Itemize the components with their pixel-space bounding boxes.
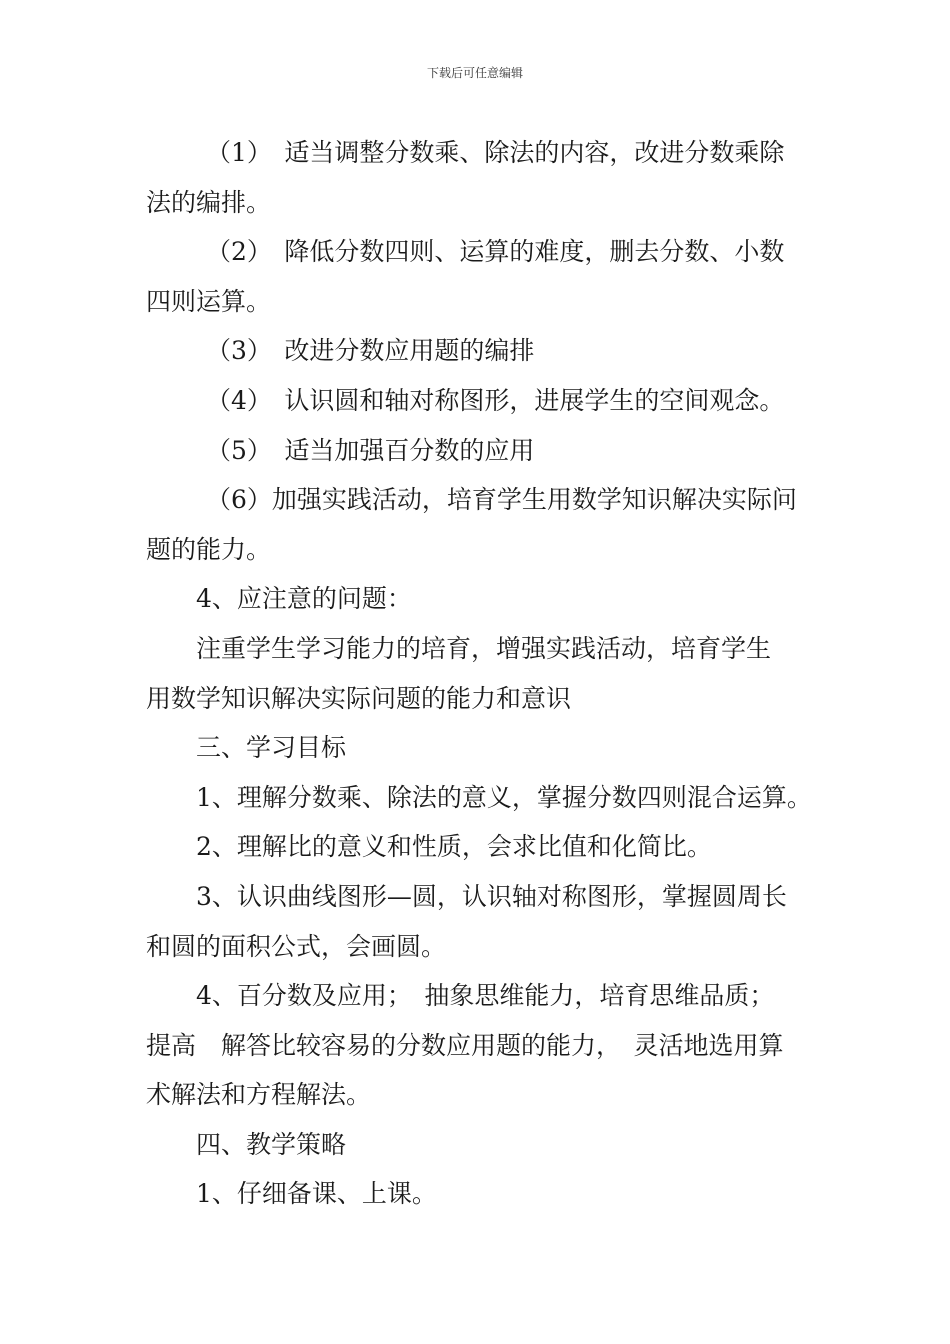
- paragraph-line: 四则运算。: [146, 286, 272, 316]
- paragraph-line: （2） 降低分数四则、运算的难度，删去分数、小数: [206, 237, 785, 267]
- paragraph-line: 和圆的面积公式，会画圆。: [146, 931, 447, 961]
- paragraph-line: 1、仔细备课、上课。: [196, 1179, 437, 1209]
- paragraph-line: （6）加强实践活动，培育学生用数学知识解决实际问: [206, 485, 797, 515]
- paragraph-line: 提高 解答比较容易的分数应用题的能力， 灵活地选用算: [146, 1030, 784, 1060]
- page-header: 下载后可任意编辑: [426, 66, 523, 80]
- paragraph-line: 用数学知识解决实际问题的能力和意识: [146, 683, 572, 713]
- section-heading: 四、教学策略: [196, 1129, 347, 1159]
- paragraph-line: （1） 适当调整分数乘、除法的内容，改进分数乘除: [206, 138, 785, 167]
- section-heading: 4、应注意的问题：: [196, 584, 412, 614]
- paragraph-line: 法的编排。: [146, 187, 272, 217]
- document-body: [146, 128, 810, 1219]
- paragraph-line: 4、百分数及应用； 抽象思维能力，培育思维品质；: [196, 981, 775, 1011]
- paragraph-line: 术解法和方程解法。: [146, 1080, 372, 1110]
- paragraph-line: （4） 认识圆和轴对称图形，进展学生的空间观念。: [206, 385, 785, 415]
- paragraph-line: （3） 改进分数应用题的编排: [206, 336, 535, 366]
- paragraph-line: 题的能力。: [146, 534, 272, 564]
- paragraph-line: （5） 适当加强百分数的应用: [206, 435, 535, 465]
- paragraph-line: 3、认识曲线图形—圆，认识轴对称图形，掌握圆周长: [196, 881, 787, 911]
- paragraph-line: 注重学生学习能力的培育，增强实践活动，培育学生: [196, 633, 772, 663]
- paragraph-line: 2、理解比的意义和性质，会求比值和化简比。: [196, 832, 712, 862]
- paragraph-line: 1、理解分数乘、除法的意义，掌握分数四则混合运算。: [196, 782, 812, 812]
- section-heading: 三、学习目标: [196, 733, 347, 763]
